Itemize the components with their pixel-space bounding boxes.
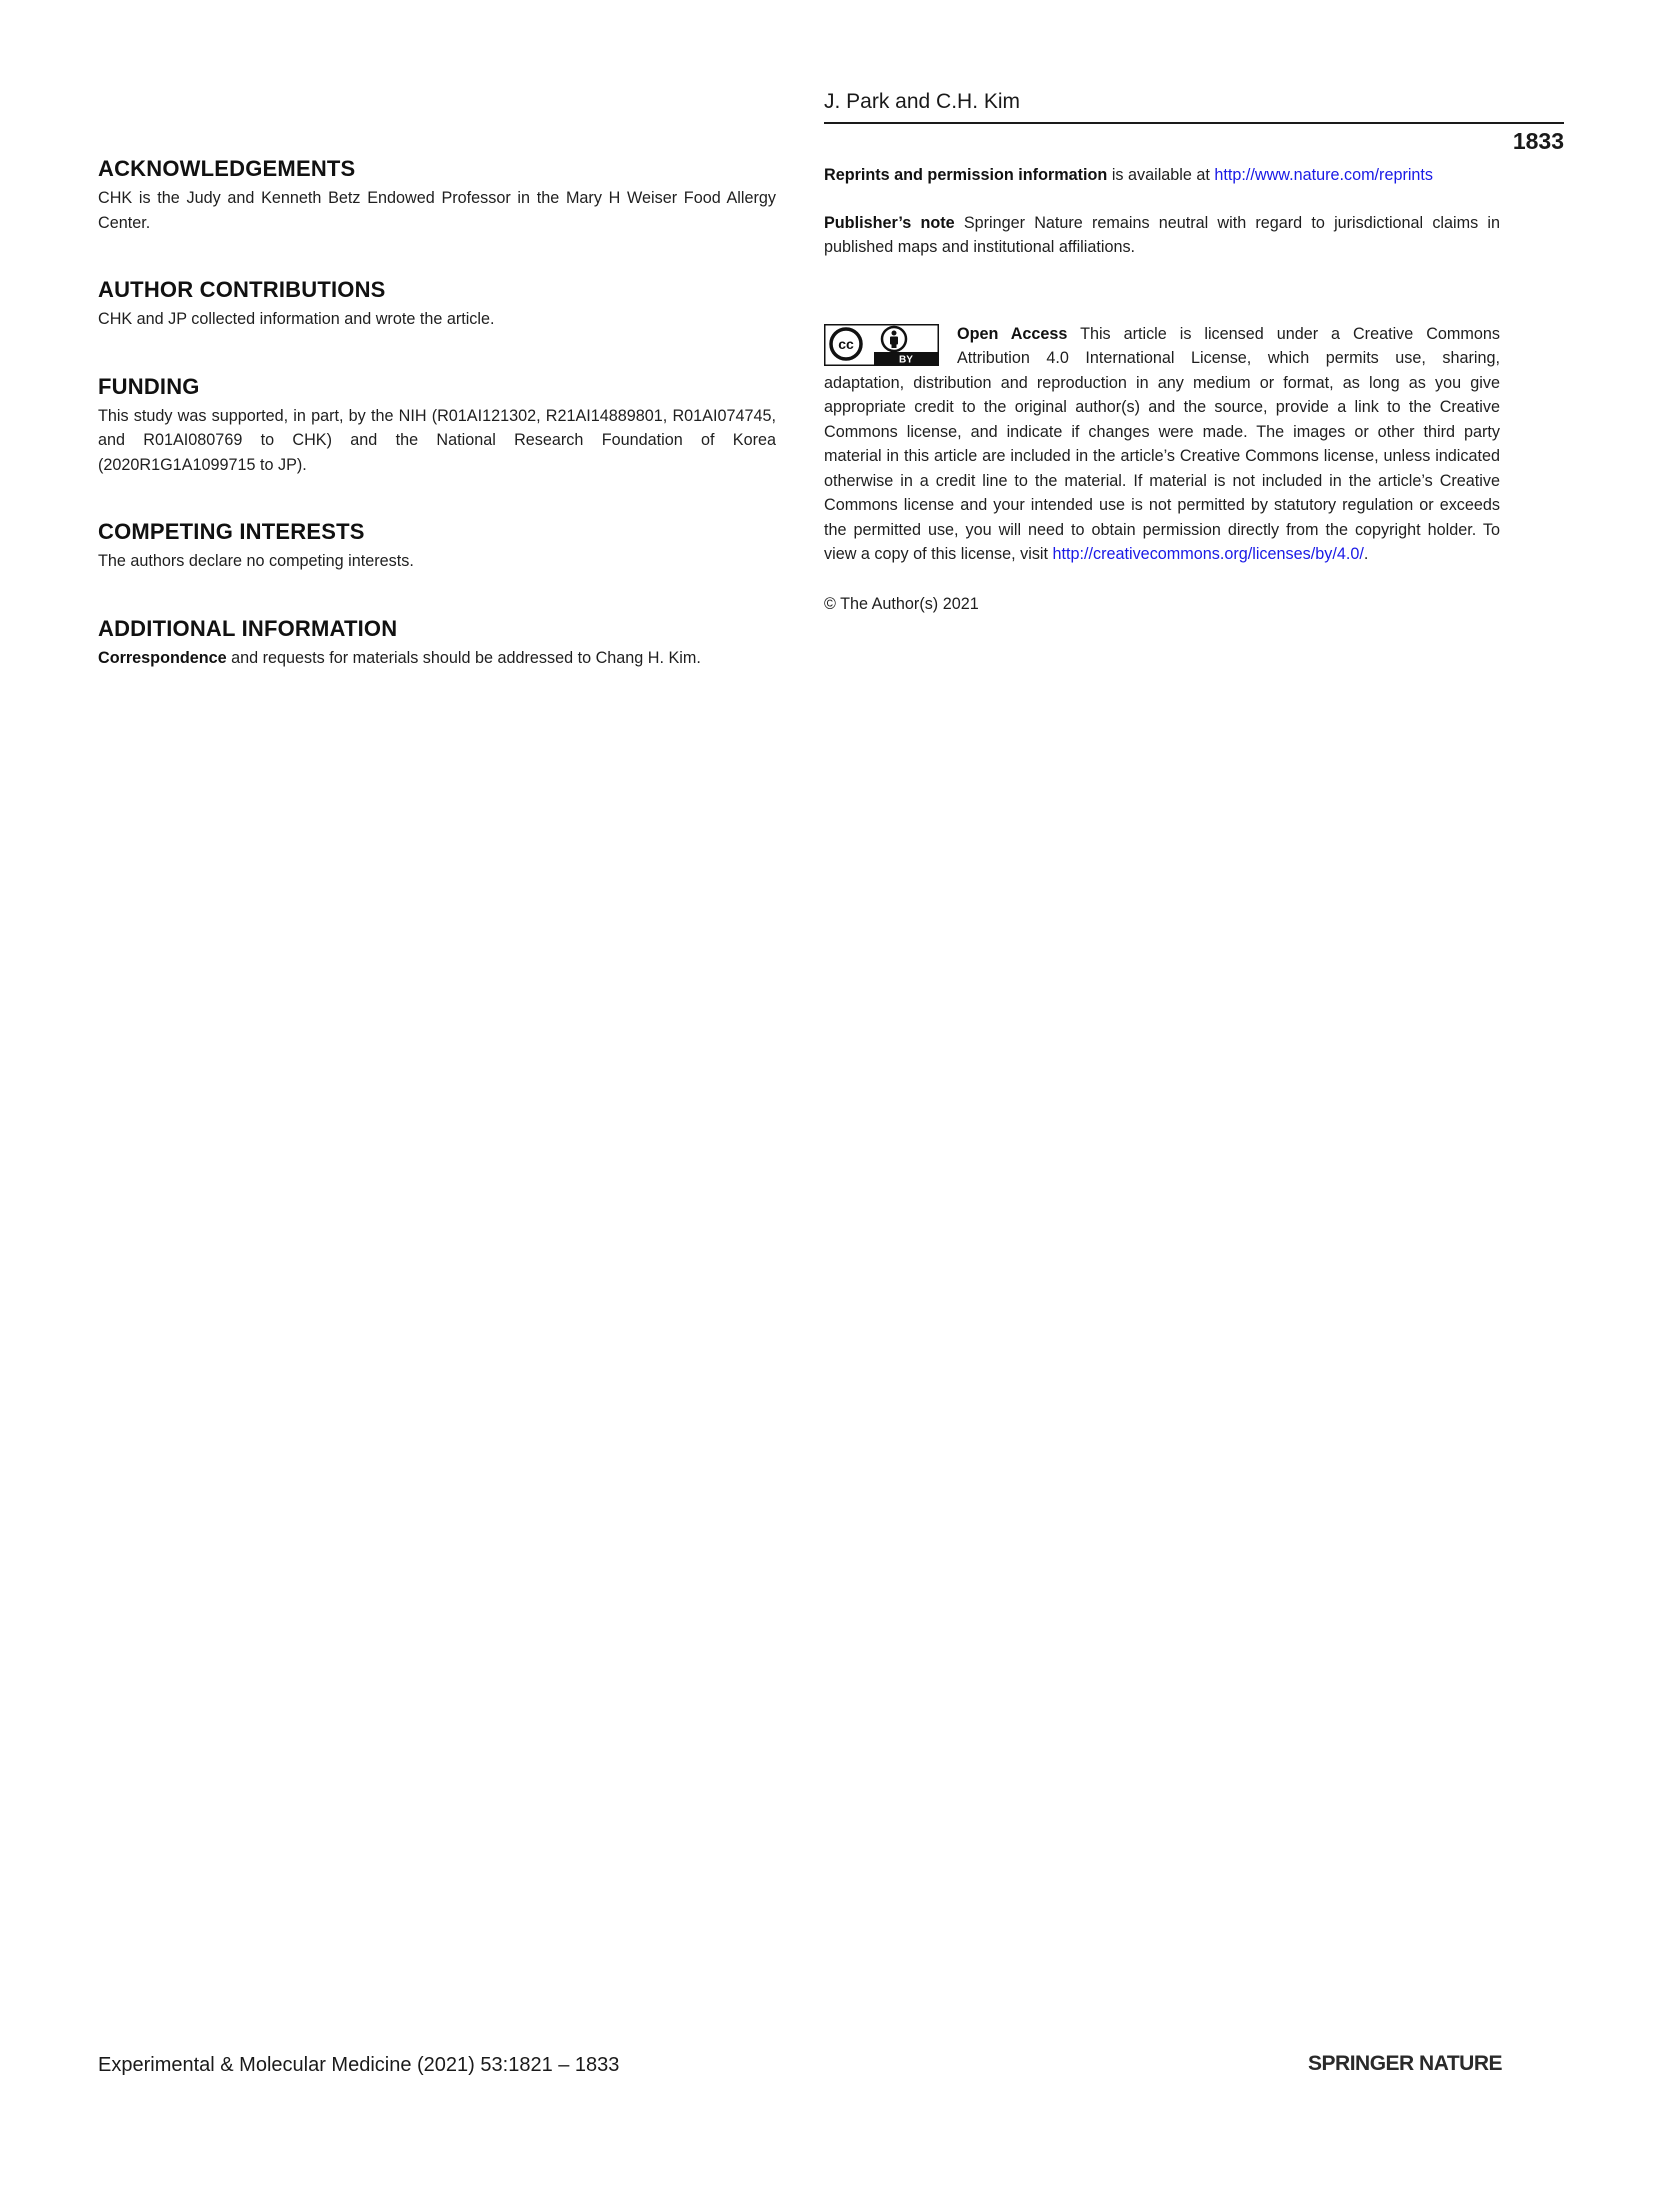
acknowledgements-text: CHK is the Judy and Kenneth Betz Endowed Professor in the Mary H Weiser Food Allergy Center. [98, 189, 776, 232]
open-access-trailing: . [1363, 545, 1369, 563]
publisher-logo: SPRINGER NATURE [1308, 2052, 1502, 2075]
funding-text: This study was supported, in part, by the NIH (R01AI121302, R21AI14889801, R01AI074745, and R01AI080769 to CHK) and the National Research Foundation of Korea (2020R1G1A1099715 to JP). [98, 406, 776, 474]
journal-citation: Experimental & Molecular Medicine (2021) 53:1821 – 1833 [98, 2054, 620, 2076]
cc-icon-text: cc [838, 335, 854, 352]
right-column [824, 163, 1500, 614]
cc-by-badge-graphic [824, 324, 939, 366]
header-rule [824, 122, 1564, 124]
open-access-label: Open Access [957, 324, 1068, 343]
copyright-notice: © The Author(s) 2021 [824, 594, 979, 613]
by-icon-text: BY [899, 354, 913, 365]
additional-information-text [98, 646, 776, 671]
left-column [98, 156, 776, 710]
reprints-paragraph [824, 163, 1500, 188]
author-contributions-heading: AUTHOR CONTRIBUTIONS [98, 277, 386, 302]
open-access-text: This article is licensed under a Creative Commons Attribution 4.0 International License, which permits use, sharing, adaptation, distribution and reproduction in any medium or format, as long as you give appropriate credit to the original author(s) and the source, provide a link to the Creative Commons license, and indicate if changes were made. The images or other third party material in this article are included in the article’s Creative Commons license, unless indicated otherwise in a credit line to the material. If material is not included in the article’s Creative Commons license and your intended use is not permitted by statutory regulation or exceeds the permitted use, you will need to obtain permission directly from the copyright holder. To view a copy of this license, visit [824, 324, 1500, 563]
reprints-text: is available at [1107, 166, 1215, 184]
acknowledgements-section [98, 156, 776, 235]
running-head: J. Park and C.H. Kim [824, 90, 1021, 113]
correspondence-label: Correspondence [98, 648, 227, 667]
cc-by-license-icon[interactable] [824, 324, 939, 366]
publishers-note-label: Publisher’s note [824, 213, 955, 232]
funding-section [98, 374, 776, 478]
competing-interests-text: The authors declare no competing interests. [98, 552, 414, 570]
additional-information-heading: ADDITIONAL INFORMATION [98, 615, 398, 641]
additional-information-section [98, 616, 776, 671]
publishers-note-paragraph [824, 211, 1500, 260]
author-contributions-section [98, 277, 776, 332]
correspondence-text: and requests for materials should be addressed to Chang H. Kim. [226, 648, 701, 667]
competing-interests-heading: COMPETING INTERESTS [98, 519, 365, 544]
competing-interests-section [98, 519, 776, 574]
author-contributions-text: CHK and JP collected information and wrote the article. [98, 310, 495, 328]
page-number: 1833 [1512, 128, 1564, 154]
acknowledgements-heading: ACKNOWLEDGEMENTS [98, 156, 356, 181]
publishers-note-text: Springer Nature remains neutral with regard to jurisdictional claims in published maps and institutional affiliations. [824, 213, 1500, 256]
open-access-block [824, 322, 1500, 567]
reprints-label: Reprints and permission information [824, 166, 1108, 184]
reprints-link[interactable]: http://www.nature.com/reprints [1214, 166, 1434, 184]
license-link[interactable]: http://creativecommons.org/licenses/by/4.0/ [1052, 545, 1364, 563]
funding-heading: FUNDING [98, 373, 200, 399]
